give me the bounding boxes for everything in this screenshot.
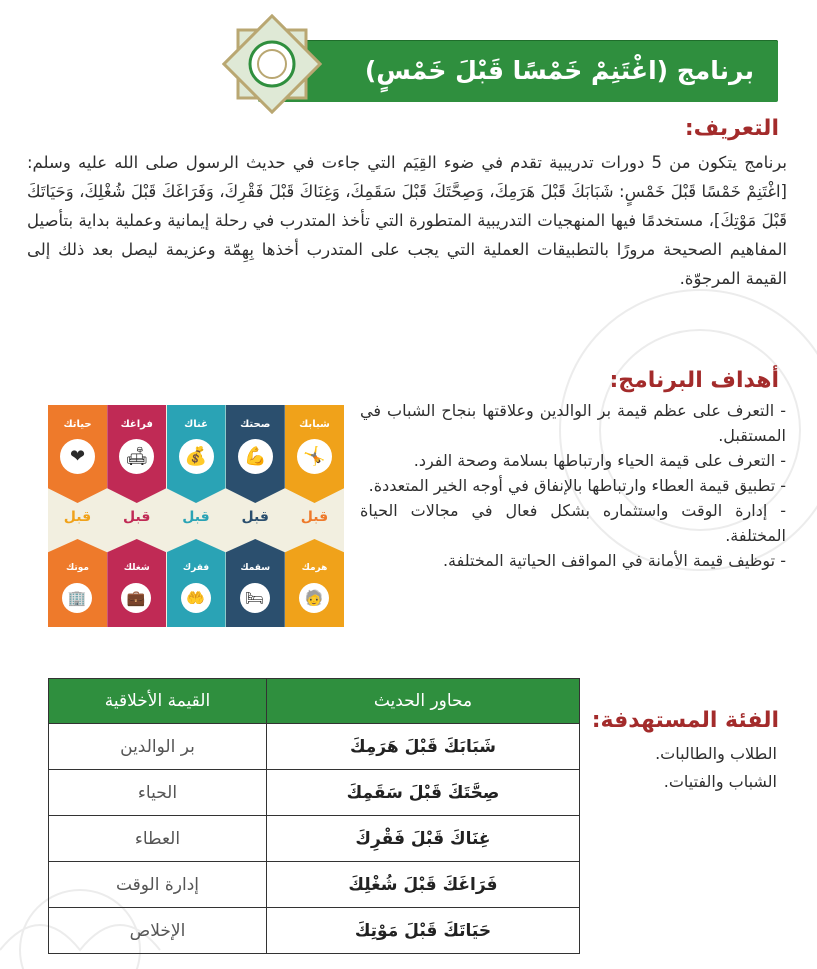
table-row	[49, 816, 580, 862]
definition-text: برنامج يتكون من 5 دورات تدريبية تقدم في ضوء القِيَم التي جاءت في حديث الرسول صلى الله عليه وسلم: [اغْتَنِمْ خَمْسًا قَبْلَ خَمْسٍ: شَبَابَكَ قَبْلَ هَرَمِكَ، وَصِحَّتَكَ قَبْلَ سَقَمِكَ، وَغِنَاكَ قَبْلَ فَقْرِكَ، وَفَرَاغَكَ قَبْلَ شُغْلِكَ، وَحَيَاتَكَ قَبْلَ مَوْتِكَ]، مستخدمًا فيها المنهجيات التدريبية المتطورة التي تأخذ المتدرب في رحلة إيمانية وعملية بداية بتأصيل المفاهيم الصحيحة مرورًا بالتطبيقات العملية التي يجب على المتدرب أخذها بِهِمّة وعزيمة ليصل بعد ذلك إلى القيمة المرجوّة.	[27, 153, 787, 288]
top-label: فراغك	[120, 419, 153, 430]
table-cell: الإخلاص	[49, 908, 267, 954]
star-emblem-icon	[222, 14, 322, 114]
top-symbol-icon: 💪	[238, 439, 273, 474]
page-title: برنامج (اغْتَنِمْ خَمْسًا قَبْلَ خَمْسٍ)	[364, 56, 754, 85]
goal-item: - التعرف على قيمة الحياء وارتباطها بسلامة وصحة الفرد.	[413, 451, 786, 470]
column-header-value: القيمة الأخلاقية	[49, 679, 267, 724]
bottom-label: سقمك	[240, 563, 271, 573]
column-header-hadith: محاور الحديث	[266, 679, 579, 724]
table-cell: حَيَاتَكَ قَبْلَ مَوْتِكَ	[266, 908, 579, 954]
top-label: غناك	[184, 419, 208, 430]
table-cell: غِنَاكَ قَبْلَ فَقْرِكَ	[266, 816, 579, 862]
goals-list	[360, 398, 786, 573]
middle-word: قبل	[300, 509, 329, 525]
table-row	[49, 862, 580, 908]
bottom-symbol-icon: 🛏	[240, 583, 270, 613]
bottom-label: هرمك	[301, 563, 328, 573]
middle-word: قبل	[241, 509, 269, 525]
middle-word: قبل	[182, 509, 210, 525]
table-cell: صِحَّتَكَ قَبْلَ سَقَمِكَ	[266, 770, 579, 816]
table-cell: فَرَاغَكَ قَبْلَ شُغْلِكَ	[266, 862, 579, 908]
bottom-symbol-icon: 🧓	[299, 583, 329, 613]
bottom-symbol-icon: 🤲	[181, 583, 211, 613]
table-cell: إدارة الوقت	[49, 862, 267, 908]
title-banner	[258, 40, 778, 102]
table-cell: العطاء	[49, 816, 267, 862]
table-row	[49, 770, 580, 816]
table-row	[49, 908, 580, 954]
graphic-column	[226, 405, 285, 627]
target-line: الشباب والفتيات.	[663, 772, 777, 791]
goal-item: - توظيف قيمة الأمانة في المواقف الحياتية المختلفة.	[442, 551, 786, 570]
middle-word: قبل	[123, 509, 151, 525]
graphic-column	[285, 405, 344, 627]
goals-heading: أهداف البرنامج:	[609, 368, 779, 393]
top-symbol-icon: 💰	[179, 439, 214, 474]
graphic-column	[107, 405, 166, 627]
top-symbol-icon: 🛋	[119, 439, 154, 474]
bottom-label: شغلك	[123, 563, 150, 573]
five-before-five-graphic	[48, 405, 344, 627]
target-line: الطلاب والطالبات.	[655, 744, 777, 763]
table-cell: الحياء	[49, 770, 267, 816]
top-label: شبابك	[299, 419, 330, 430]
bottom-label: فقرك	[182, 563, 210, 573]
table-row	[49, 724, 580, 770]
top-symbol-icon: ❤	[60, 439, 95, 474]
table-cell: بر الوالدين	[49, 724, 267, 770]
bottom-symbol-icon: 🏢	[62, 583, 92, 613]
target-group	[655, 740, 777, 796]
table-cell: شَبَابَكَ قَبْلَ هَرَمِكَ	[266, 724, 579, 770]
target-heading: الفئة المستهدفة:	[591, 708, 779, 733]
top-label: صحتك	[240, 419, 271, 430]
top-symbol-icon: 🤸	[297, 439, 332, 474]
bottom-symbol-icon: 💼	[121, 583, 151, 613]
goal-item: - إدارة الوقت واستثماره بشكل فعال في مجالات الحياة المختلفة.	[360, 501, 786, 545]
graphic-column	[48, 405, 107, 627]
graphic-column	[167, 405, 226, 627]
table-header-row	[49, 679, 580, 724]
definition-heading: التعريف:	[684, 116, 779, 141]
goal-item: - التعرف على عظم قيمة بر الوالدين وعلاقتها بنجاح الشباب في المستقبل.	[360, 401, 786, 445]
values-table	[48, 678, 580, 954]
goal-item: - تطبيق قيمة العطاء وارتباطها بالإنفاق في أوجه الخير المتعددة.	[368, 476, 786, 495]
bottom-label: موتك	[66, 563, 89, 573]
top-label: حياتك	[63, 419, 92, 430]
middle-word: قبل	[63, 509, 92, 525]
